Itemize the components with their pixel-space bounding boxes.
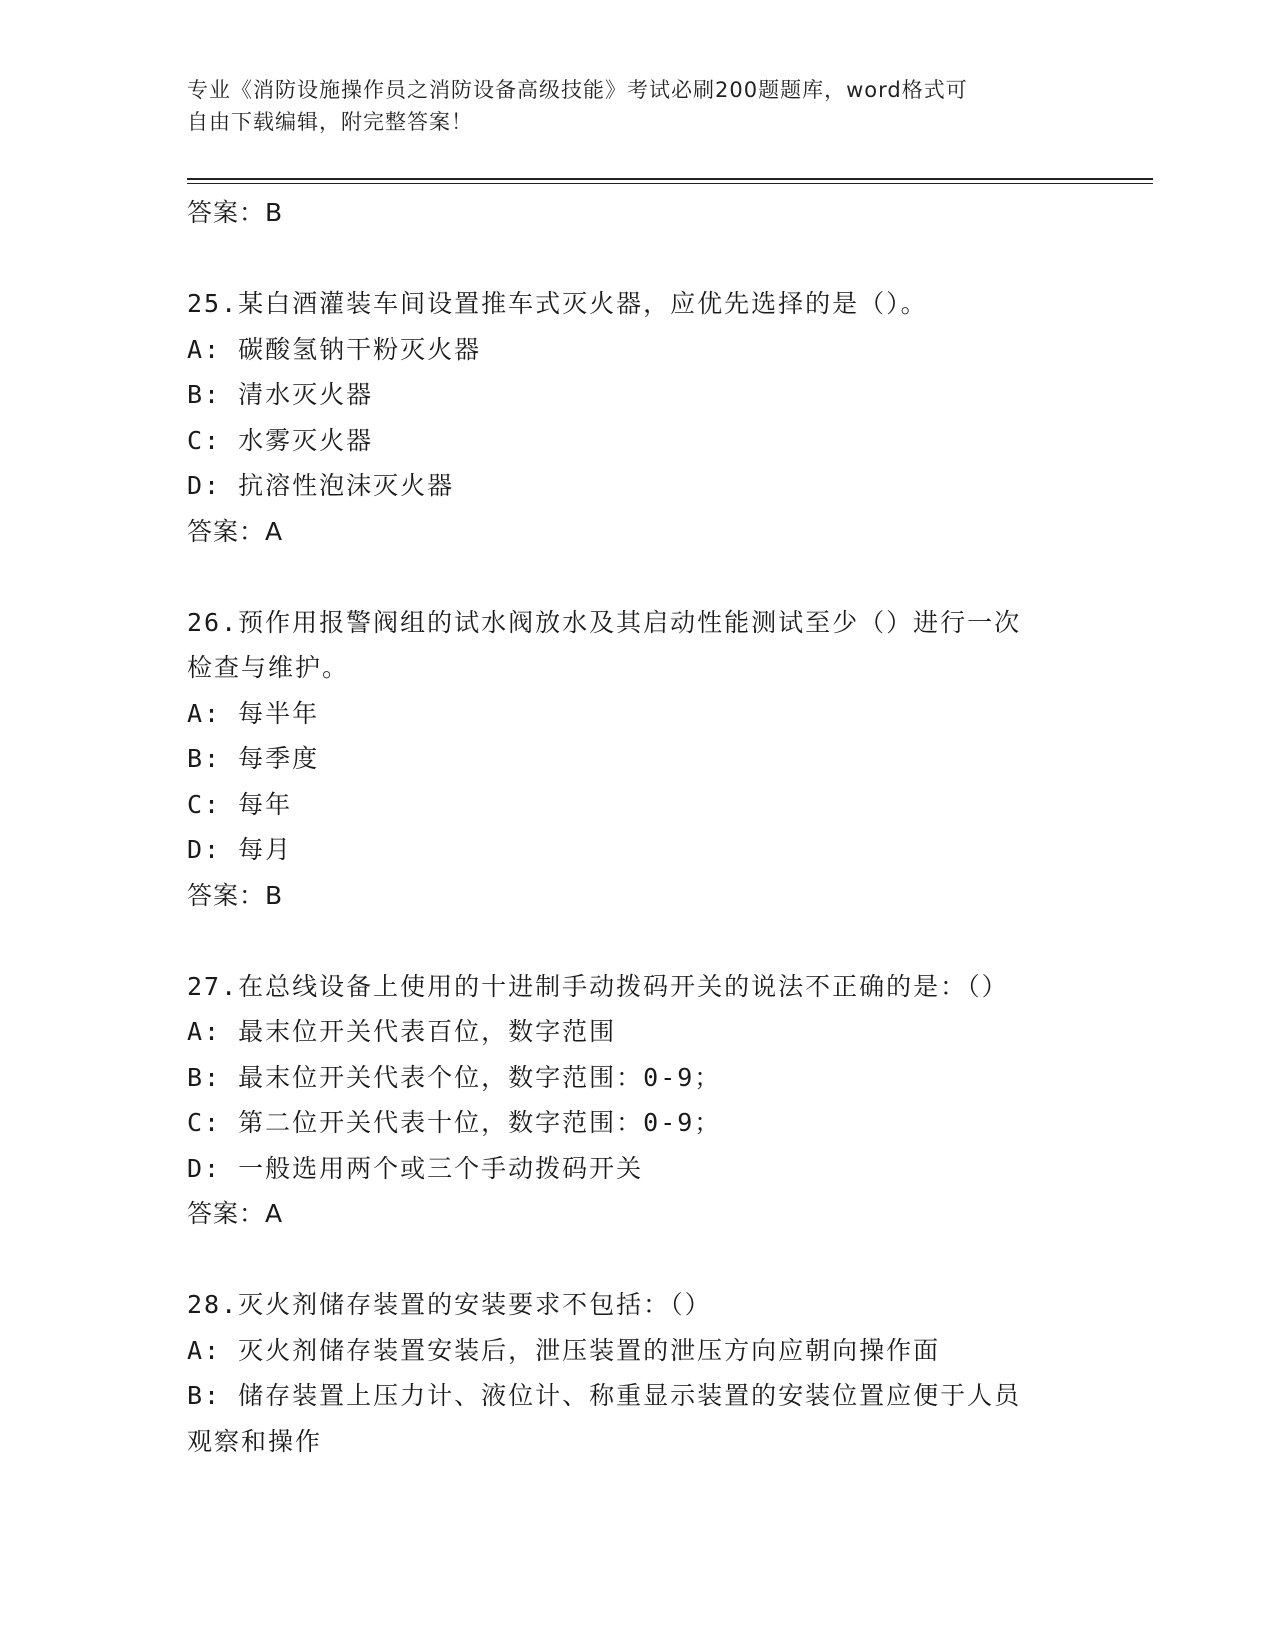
option-c: C: 每年 [187, 789, 293, 819]
header-line-2: 自由下载编辑，附完整答案！ [187, 110, 473, 134]
spacer [187, 236, 1087, 282]
page-header [187, 74, 1067, 138]
option-d: D: 抗溶性泡沫灭火器 [187, 471, 455, 500]
answer: 答案：A [187, 516, 284, 546]
option-b: B: 最末位开关代表个位，数字范围：0-9； [187, 1062, 722, 1092]
question-text: 28.灭火剂储存装置的安装要求不包括：（） [187, 1290, 712, 1319]
header-divider-thick [187, 178, 1153, 180]
answer: 答案：A [187, 1199, 284, 1228]
option-d: D: 每月 [187, 835, 293, 864]
question-text-cont: 检查与维护。 [187, 653, 350, 682]
option-a: A: 灭火剂储存装置安装后，泄压装置的泄压方向应朝向操作面 [187, 1335, 941, 1365]
spacer [187, 1237, 1087, 1283]
answer: 答案：B [187, 880, 284, 910]
question-25 [187, 281, 1087, 554]
option-b-cont: 观察和操作 [187, 1426, 323, 1456]
option-c: C: 第二位开关代表十位，数字范围：0-9； [187, 1108, 722, 1137]
question-list [187, 190, 1087, 1464]
answer-24: 答案：B [187, 198, 284, 227]
option-c: C: 水雾灭火器 [187, 425, 374, 455]
option-b: B: 储存装置上压力计、液位计、称重显示装置的安装位置应便于人员 [187, 1381, 1022, 1410]
question-27 [187, 964, 1087, 1237]
option-d: D: 一般选用两个或三个手动拨码开关 [187, 1153, 644, 1183]
question-28 [187, 1282, 1087, 1464]
option-a: A: 最末位开关代表百位，数字范围 [187, 1017, 617, 1046]
question-text: 27.在总线设备上使用的十进制手动拨码开关的说法不正确的是：（） [187, 971, 1009, 1001]
question-26 [187, 600, 1087, 919]
header-divider-thin [187, 183, 1153, 184]
question-text: 26.预作用报警阀组的试水阀放水及其启动性能测试至少（）进行一次 [187, 607, 1022, 637]
header-line-1: 专业《消防设施操作员之消防设备高级技能》考试必刷200题题库，word格式可 [187, 78, 968, 102]
option-b: B: 每季度 [187, 744, 320, 773]
option-a: A: 每半年 [187, 698, 320, 728]
question-text: 25.某白酒灌装车间设置推车式灭火器，应优先选择的是（）。 [187, 289, 928, 318]
spacer [187, 554, 1087, 600]
option-a: A: 碳酸氢钠干粉灭火器 [187, 334, 482, 364]
option-b: B: 清水灭火器 [187, 380, 374, 409]
spacer [187, 918, 1087, 964]
